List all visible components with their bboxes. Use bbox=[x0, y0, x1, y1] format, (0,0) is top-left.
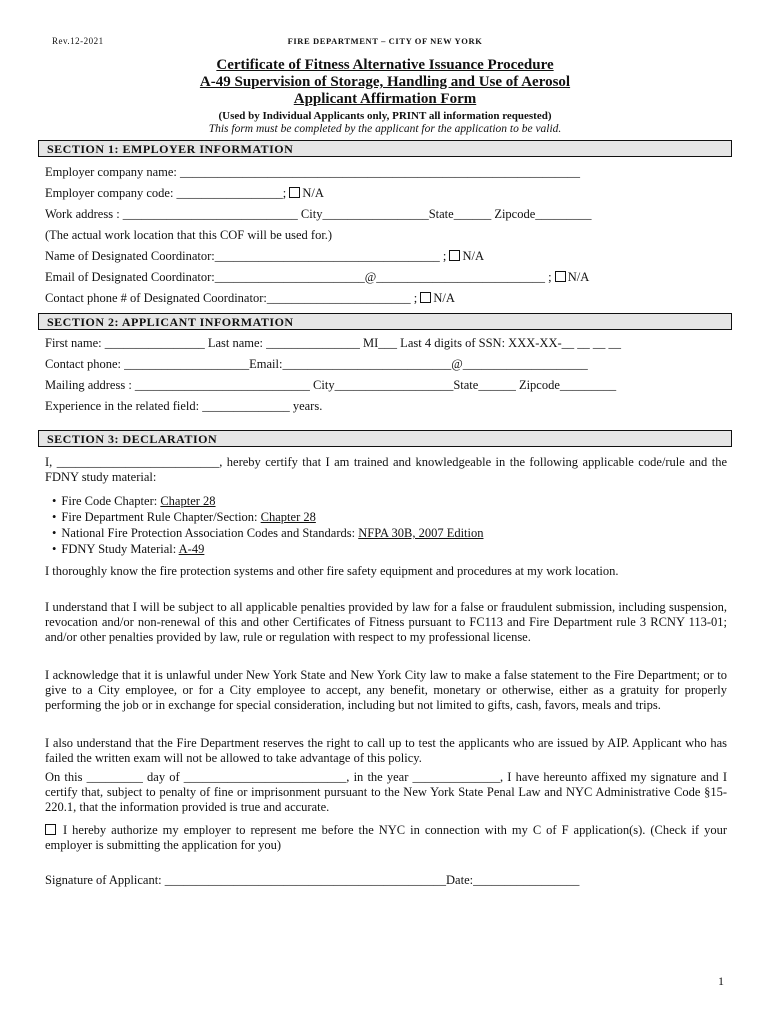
work-address-field[interactable]: Work address : ____________________________ City_________________State______ Zipcode_________ bbox=[45, 207, 592, 221]
signature-date-field[interactable]: Signature of Applicant: _____________________________________________Date:_________________ bbox=[45, 873, 580, 887]
form-title-line3: Applicant Affirmation Form bbox=[293, 91, 477, 107]
form-title-line2: A-49 Supervision of Storage, Handling and Use of Aerosol bbox=[199, 74, 571, 90]
declaration-paragraph-1: I thoroughly know the fire protection systems and other fire safety equipment and procedures at my work location. bbox=[45, 564, 619, 578]
employer-company-code-row bbox=[45, 186, 730, 201]
applicant-contact-field[interactable]: Contact phone: ____________________Email:___________________________@____________________ bbox=[45, 357, 588, 371]
list-item bbox=[52, 525, 484, 541]
bullet-label: Fire Department Rule Chapter/Section: bbox=[61, 510, 261, 524]
bullet-label: FDNY Study Material: bbox=[61, 542, 179, 556]
list-item bbox=[52, 493, 484, 509]
fire-rule-chapter-link[interactable]: Chapter 28 bbox=[260, 510, 316, 524]
applicant-name-ssn-field[interactable]: First name: ________________ Last name: _______________ MI___ Last 4 digits of SSN: XXX-XX-__ __ __ __ bbox=[45, 336, 622, 350]
na-label: N/A bbox=[462, 249, 484, 263]
coordinator-phone-field[interactable]: Contact phone # of Designated Coordinator:_______________________ ; bbox=[45, 291, 421, 305]
experience-field[interactable]: Experience in the related field: ______________ years. bbox=[45, 399, 323, 413]
revision-label: Rev.12-2021 bbox=[52, 36, 104, 46]
employer-company-name-field[interactable]: Employer company name: ________________________________________________________________ bbox=[45, 165, 581, 179]
department-title: FIRE DEPARTMENT – CITY OF NEW YORK bbox=[287, 36, 483, 46]
fire-code-chapter-link[interactable]: Chapter 28 bbox=[160, 494, 216, 508]
form-title-block bbox=[40, 57, 730, 136]
coordinator-phone-na-checkbox[interactable] bbox=[420, 292, 431, 303]
na-label: N/A bbox=[302, 186, 324, 200]
coordinator-name-field[interactable]: Name of Designated Coordinator:____________________________________ ; bbox=[45, 249, 450, 263]
authorization-row bbox=[45, 823, 727, 853]
section2-heading: SECTION 2: APPLICANT INFORMATION bbox=[38, 313, 732, 330]
coordinator-name-row bbox=[45, 249, 730, 264]
usage-note: (Used by Individual Applicants only, PRINT all information requested) bbox=[218, 110, 552, 122]
bullet-label: National Fire Protection Association Codes and Standards: bbox=[61, 526, 359, 540]
work-location-note: (The actual work location that this COF will be used for.) bbox=[45, 228, 333, 242]
study-material-link[interactable]: A-49 bbox=[178, 542, 205, 556]
coordinator-email-row bbox=[45, 270, 730, 285]
list-item bbox=[52, 509, 484, 525]
na-label: N/A bbox=[433, 291, 455, 305]
company-code-na-checkbox[interactable] bbox=[289, 187, 300, 198]
authorization-text: I hereby authorize my employer to represent me before the NYC in connection with my C of F application(s). (Check if your employer is submitting the application for you) bbox=[45, 823, 727, 852]
declaration-paragraph-3: I acknowledge that it is unlawful under New York State and New York City law to make a false statement to the Fire Department; or to give to a City employee, or for a City employee to accept, any benefit, monetary or otherwise, either as a gratuity for properly performing the job or in exchange for special consideration, including but not limited to gifts, cash, favors, meals and trips. bbox=[45, 668, 727, 712]
page-number: 1 bbox=[718, 974, 724, 988]
authorize-employer-checkbox[interactable] bbox=[45, 824, 56, 835]
bullet-label: Fire Code Chapter: bbox=[61, 494, 161, 508]
list-item bbox=[52, 541, 484, 557]
na-label: N/A bbox=[567, 270, 590, 284]
section1-heading: SECTION 1: EMPLOYER INFORMATION bbox=[38, 140, 732, 157]
section3-heading: SECTION 3: DECLARATION bbox=[38, 430, 732, 447]
declaration-paragraph-5[interactable]: On this _________ day of __________________________, in the year ______________, I have hereunto affixed my signature and I certify that, subject to penalty of fine or imprisonment pursuant to the New York State Penal Law and NYC Administrative Code §15-220.1, that the information provided is true and accurate. bbox=[45, 770, 727, 814]
coordinator-email-na-checkbox[interactable] bbox=[555, 271, 566, 282]
declaration-paragraph-4: I also understand that the Fire Department reserves the right to call up to test the applicants who are issued by AIP. Applicant who has failed the written exam will not be allowed to take advantage of this policy. bbox=[45, 736, 727, 765]
employer-company-code-field[interactable]: Employer company code: _________________; bbox=[45, 186, 290, 200]
validity-note: This form must be completed by the applicant for the application to be valid. bbox=[208, 123, 562, 135]
study-material-list bbox=[52, 493, 484, 557]
coordinator-name-na-checkbox[interactable] bbox=[449, 250, 460, 261]
declaration-intro: I, __________________________, hereby certify that I am trained and knowledgeable in the following applicable code/rule and the FDNY study material: bbox=[45, 455, 727, 484]
nfpa-standard-link[interactable]: NFPA 30B, 2007 Edition bbox=[358, 526, 484, 540]
coordinator-phone-row bbox=[45, 291, 730, 306]
form-title-line1: Certificate of Fitness Alternative Issuance Procedure bbox=[216, 57, 554, 73]
coordinator-email-field[interactable]: Email of Designated Coordinator:________________________@___________________________ ; bbox=[45, 270, 555, 284]
applicant-mailing-address-field[interactable]: Mailing address : ____________________________ City___________________State______ Zipcode_________ bbox=[45, 378, 617, 392]
declaration-paragraph-2: I understand that I will be subject to all applicable penalties provided by law for a false or fraudulent submission, including suspension, revocation and/or non-renewal of this and other Certificates of Fitness pursuant to FC113 and Fire Department rule 3 RCNY 113-01; and/or other penalties provided by law, rule or regulation with respect to my professional license. bbox=[45, 600, 727, 644]
